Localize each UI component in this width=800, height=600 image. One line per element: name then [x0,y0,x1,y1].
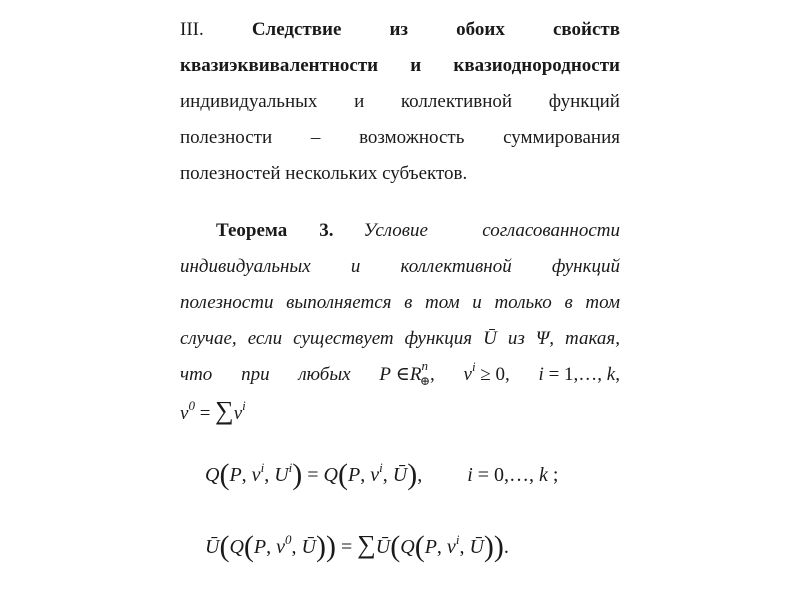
theorem-paragraph [180,213,620,429]
theorem-number: 3. [319,220,334,241]
theorem-line-3: полезности выполняется в том и только в том [180,292,620,313]
condition-i-range: i = 1,…, k, [538,364,620,385]
section-line-5: полезностей нескольких субъектов. [180,163,468,184]
condition-v0-sum: $v^0 = \sum v^i$ [180,396,246,425]
section-line-4: полезности – возможность суммирования [180,127,620,148]
theorem-line-1: Теорема 3. Условие согласованности [180,213,620,249]
formula-equality-q: Q(P, vi, Ui) = Q(P, vi, Ū), i = 0,…, k ; [205,458,559,491]
theorem-line-5: что при любых P $\in R^n_\oplus$, $v^i \ge 0$, i = 1,…, k, [180,357,620,393]
theorem-label: Теорема [216,220,288,241]
formula-sum-u: Ū(Q(P, v0, Ū)) = ∑Ū(Q(P, vi, Ū)). [205,530,509,563]
section-line-2: квазиэквивалентности и квазиоднородности [180,55,620,76]
section-line-3: индивидуальных и коллективной функций [180,91,620,112]
section-number: III. [180,19,204,40]
theorem-line-2: индивидуальных и коллективной функций [180,256,620,277]
section-three-paragraph [180,12,620,192]
condition-v-nonneg: $v^i \ge 0$, [463,359,510,385]
condition-p-in-r: P $\in R^n_\oplus$, [379,358,435,388]
theorem-line-6 [180,393,620,429]
section-line-1: III. Следствие из обоих свойств [180,12,620,48]
theorem-line-4: случае, если существует функция Ū из Ψ, такая, [180,328,620,349]
